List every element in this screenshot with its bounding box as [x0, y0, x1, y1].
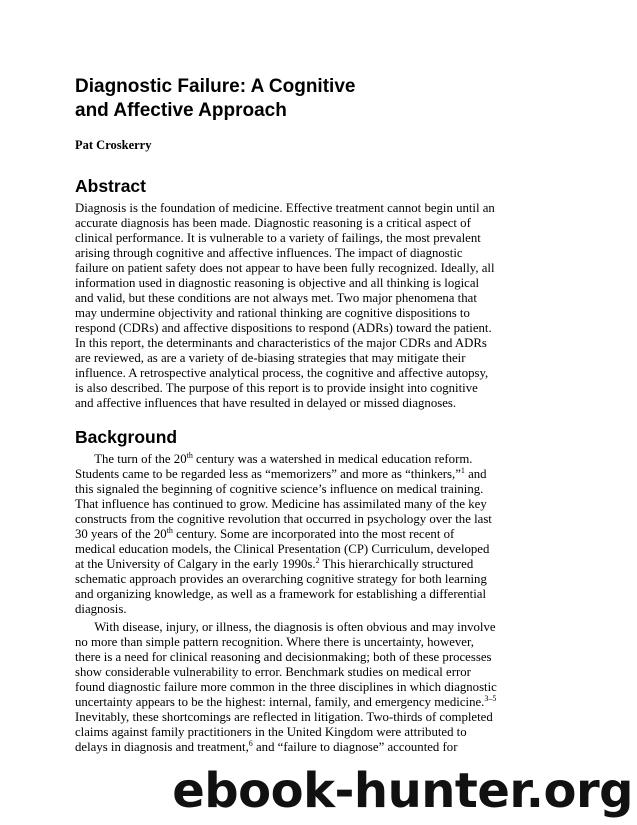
citation-superscript: 1: [460, 466, 465, 475]
citation-superscript: 3–5: [484, 694, 497, 703]
text-line: arising through cognitive and affective influences. The impact of diagnostic: [75, 246, 463, 260]
text-line: delays in diagnosis and treatment,$^6$ and “failure to diagnose” accounted for: [75, 739, 458, 754]
background-paragraph-1: [75, 452, 555, 617]
text-line: is also described. The purpose of this report is to provide insight into cognitive: [75, 381, 478, 395]
text-line: Inevitably, these shortcomings are reflected in litigation. Two-thirds of completed: [75, 710, 493, 724]
text-line: this signaled the beginning of cognitive science’s influence on medical training.: [75, 482, 484, 496]
text-line: information used in diagnostic reasoning is objective and all thinking is logical: [75, 276, 480, 290]
text-line: and organizing knowledge, as well as a framework for establishing a differential: [75, 587, 487, 601]
text-line: no more than simple pattern recognition. Where there is uncertainty, however,: [75, 635, 474, 649]
text-line: there is a need for clinical reasoning and decisionmaking; both of these processes: [75, 650, 492, 664]
text-line: are reviewed, as are a variety of de-biasing strategies that may mitigate their: [75, 351, 466, 365]
text-line: The turn of the 20th century was a watershed in medical education reform.: [94, 451, 473, 466]
text-line: That influence has continued to grow. Medicine has assimilated many of the key: [75, 497, 487, 511]
text-line: show considerable vulnerability to error. Benchmark studies on medical error: [75, 665, 471, 679]
text-line: constructs from the cognitive revolution that occurred in psychology over the last: [75, 512, 492, 526]
text-line: and valid, but these conditions are not always met. Two major phenomena that: [75, 291, 477, 305]
abstract-heading: Abstract: [75, 176, 146, 196]
paper-title: [75, 75, 545, 123]
text-line: Diagnosis is the foundation of medicine. Effective treatment cannot begin until an: [75, 201, 495, 215]
text-line: found diagnostic failure more common in the three disciplines in which diagnostic: [75, 680, 497, 694]
superscript: th: [166, 526, 173, 535]
text-line: failure on patient safety does not appear to have been fully recognized. Ideally, all: [75, 261, 495, 275]
text-line: In this report, the determinants and characteristics of the major CDRs and ADRs: [75, 336, 487, 350]
superscript: th: [186, 451, 193, 460]
title-line: and Affective Approach: [75, 100, 287, 121]
text-line: schematic approach provides an overarching cognitive strategy for both learning: [75, 572, 487, 586]
citation-superscript: 6: [248, 739, 253, 748]
text-line: uncertainty appears to be the highest: internal, family, and emergency medicine.$^{3-5}$: [75, 694, 497, 709]
text-line: medical education models, the Clinical Presentation (CP) Curriculum, developed: [75, 542, 490, 556]
title-line: Diagnostic Failure: A Cognitive: [75, 76, 356, 97]
text-line: diagnosis.: [75, 602, 127, 616]
abstract-paragraph: [75, 201, 555, 411]
text-line: at the University of Calgary in the early 1990s.$^2$ This hierarchically structured: [75, 556, 474, 571]
text-line: With disease, injury, or illness, the diagnosis is often obvious and may involve: [94, 620, 496, 634]
text-line: may undermine objectivity and rational thinking are cognitive dispositions to: [75, 306, 470, 320]
background-paragraph-2: [75, 620, 555, 755]
background-heading: Background: [75, 427, 178, 447]
text-line: influence. A retrospective analytical process, the cognitive and affective autopsy,: [75, 366, 489, 380]
text-line: clinical performance. It is vulnerable to a variety of failings, the most prevalent: [75, 231, 481, 245]
watermark: [0, 758, 637, 825]
text-line: accurate diagnosis has been made. Diagnostic reasoning is a critical aspect of: [75, 216, 471, 230]
text-line: 30 years of the 20th century. Some are incorporated into the most recent of: [75, 526, 455, 541]
text-line: respond (CDRs) and affective dispositions to respond (ADRs) toward the patient.: [75, 321, 492, 335]
text-line: and affective influences that have resulted in delayed or missed diagnoses.: [75, 396, 457, 410]
author-name: Pat Croskerry: [75, 138, 152, 152]
text-line: claims against family practitioners in the United Kingdom were attributed to: [75, 725, 467, 739]
text-line: Students came to be regarded less as “memorizers” and more as “thinkers,”$^1$ and: [75, 466, 487, 481]
citation-superscript: 2: [315, 556, 320, 565]
watermark-text: ebook-hunter.org: [172, 763, 633, 819]
